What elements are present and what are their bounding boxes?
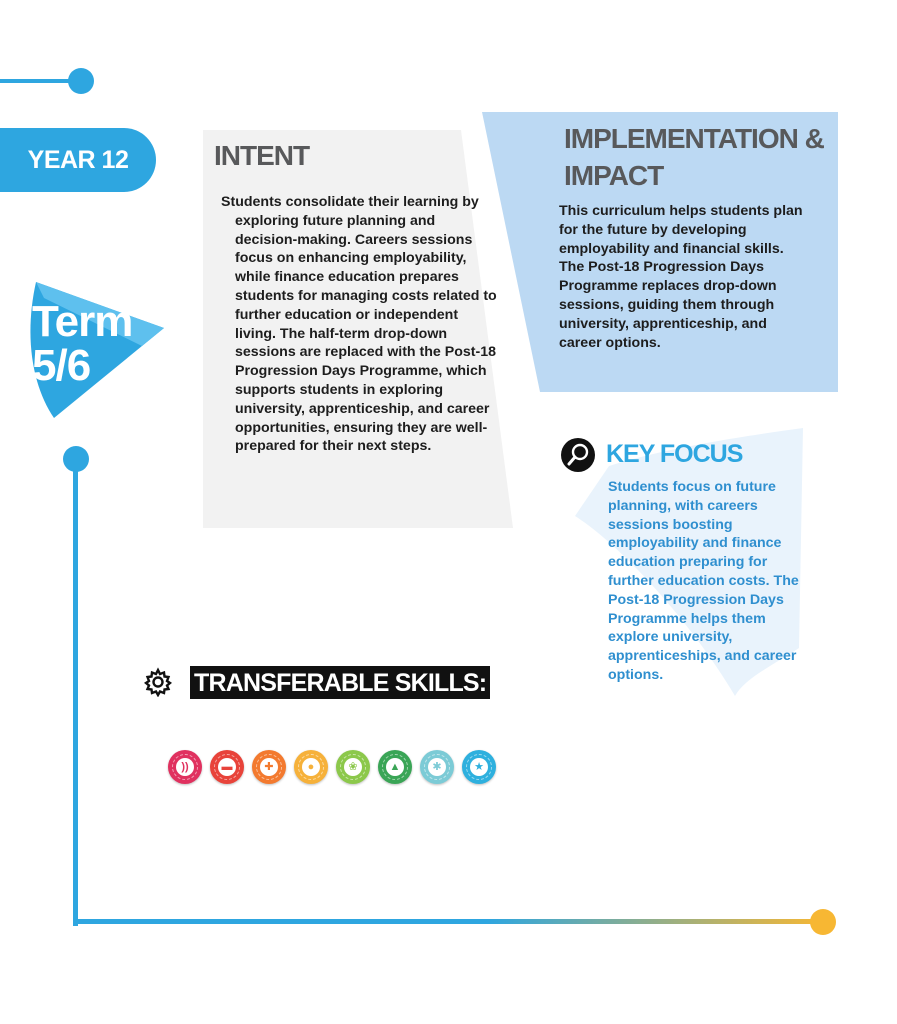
timeline-dot-middle [63,446,89,472]
timeline-line-bottom [73,919,825,924]
listening-icon [168,750,202,784]
implementation-body: This curriculum helps students plan for the future by developing employability and financial skills. The Post-18 Progression Days Programme replaces drop-down sessions, guiding them through university, apprenticeship, and career options. [559,203,803,351]
speaking-icon [210,750,244,784]
leadership-icon [420,750,454,784]
intent-title: INTENT [214,140,310,171]
creativity-glyph: ● [302,758,320,776]
creativity-icon [294,750,328,784]
staying-positive-glyph: ❀ [344,758,362,776]
term-label [32,297,133,390]
timeline-dot-end [810,909,836,935]
staying-positive-icon [336,750,370,784]
key-focus-title: KEY FOCUS [606,440,743,468]
aiming-high-glyph: ▲ [386,758,404,776]
transferable-skills-title: TRANSFERABLE SKILLS: [190,666,490,699]
aiming-high-icon [378,750,412,784]
skills-badge-row [168,750,496,784]
leadership-glyph: ✱ [428,758,446,776]
timeline-dot-top [68,68,94,94]
problem-solving-icon [252,750,286,784]
magnifier-icon [561,438,595,472]
key-focus-body: Students focus on future planning, with careers sessions boosting employability and finance education preparing for further education costs. The Post-18 Progression Days Programme helps them explore university, apprenticeships, and career options. [608,479,799,683]
teamwork-icon [462,750,496,784]
teamwork-glyph: ★ [470,758,488,776]
intent-body: Students consolidate their learning by exploring future planning and decision-making. Careers sessions focus on enhancing employability, while finance education prepares students for managing costs related to further education or independent living. The half-term drop-down sessions are replaced with the Post-18 Progression Days Programme, which supports students in exploring university, apprenticeship, and career opportunities, ensuring they are well-prepared for their next steps. [221,194,497,455]
year-label: YEAR 12 [0,128,156,192]
problem-solving-glyph: ✚ [260,758,278,776]
term-line2: 5/6 [32,341,91,390]
gear-icon [143,667,173,697]
listening-glyph: )) [176,758,194,776]
speaking-glyph: ▬ [218,758,236,776]
implementation-title: IMPLEMENTATION & IMPACT [564,123,824,191]
term-line1: Term [32,297,133,346]
timeline-line-vertical [73,458,78,926]
